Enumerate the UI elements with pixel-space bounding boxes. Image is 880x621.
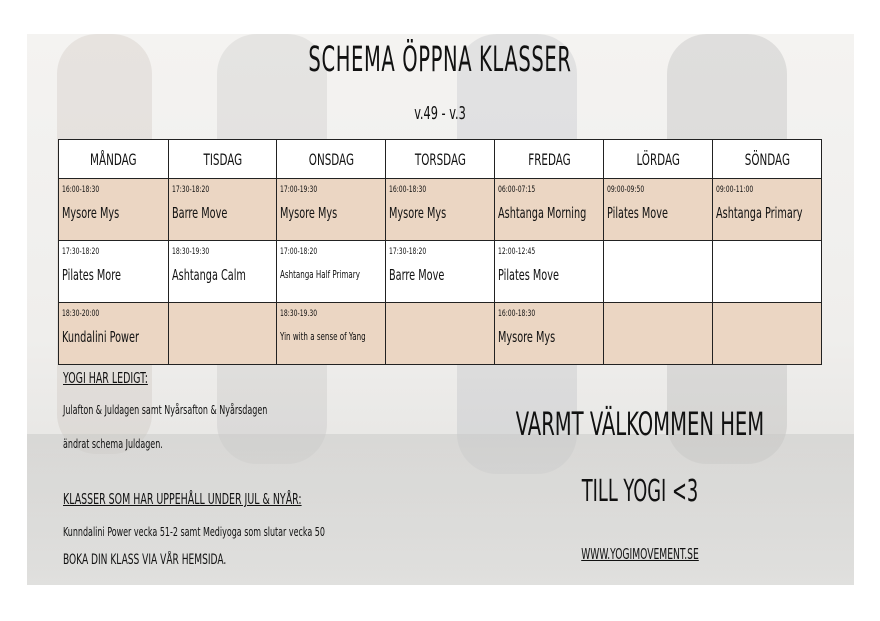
day-header: SÖNDAG	[713, 140, 822, 179]
class-cell	[604, 241, 713, 303]
holiday-text-2: ändrat schema Juldagen.	[63, 437, 163, 451]
page-title: SCHEMA ÖPPNA KLASSER	[308, 40, 572, 80]
class-cell: 17:30-18:20 Pilates More	[59, 241, 169, 303]
class-cell	[386, 303, 495, 365]
schedule-row	[59, 241, 822, 303]
breaks-text: Kunndalini Power vecka 51-2 samt Mediyoga som slutar vecka 50	[63, 525, 325, 539]
class-cell	[713, 241, 822, 303]
class-cell: 16:00-18:30 Mysore Mys	[495, 303, 604, 365]
class-cell: 16:00-18:30 Mysore Mys	[386, 179, 495, 241]
day-header: TORSDAG	[386, 140, 495, 179]
class-cell: 17:30-18:20 Barre Move	[386, 241, 495, 303]
class-cell: 18:30-19:30 Ashtanga Calm	[169, 241, 277, 303]
class-cell	[713, 303, 822, 365]
class-cell	[169, 303, 277, 365]
holiday-heading: YOGI HAR LEDIGT:	[63, 369, 148, 387]
schedule-table	[58, 139, 822, 365]
welcome-line-1: VARMT VÄLKOMMEN HEM	[515, 405, 765, 443]
day-header: LÖRDAG	[604, 140, 713, 179]
class-cell: 16:00-18:30 Mysore Mys	[59, 179, 169, 241]
website-link[interactable]: WWW.YOGIMOVEMENT.SE	[581, 545, 699, 563]
booking-text: BOKA DIN KLASS VIA VÅR HEMSIDA.	[63, 552, 227, 568]
class-cell: 09:00-11:00 Ashtanga Primary	[713, 179, 822, 241]
welcome-line-2: TILL YOGI <3	[581, 474, 699, 509]
class-cell	[604, 303, 713, 365]
schedule-row	[59, 303, 822, 365]
week-range: v.49 - v.3	[414, 103, 466, 124]
holiday-text-1: Julafton & Juldagen samt Nyårsafton & Nyårsdagen	[63, 403, 268, 417]
class-cell: 06:00-07:15 Ashtanga Morning	[495, 179, 604, 241]
breaks-heading: KLASSER SOM HAR UPPEHÅLL UNDER JUL & NYÅR:	[63, 490, 302, 508]
header-row	[59, 140, 822, 179]
class-cell: 17:00-19:30 Mysore Mys	[277, 179, 386, 241]
class-cell: 18:30-20:00 Kundalini Power	[59, 303, 169, 365]
day-header: ONSDAG	[277, 140, 386, 179]
class-cell: 17:30-18:20 Barre Move	[169, 179, 277, 241]
class-cell: 09:00-09:50 Pilates Move	[604, 179, 713, 241]
class-cell: 17:00-18:20 Ashtanga Half Primary	[277, 241, 386, 303]
day-header: FREDAG	[495, 140, 604, 179]
schedule-row	[59, 179, 822, 241]
day-header: MÅNDAG	[59, 140, 169, 179]
class-cell: 18:30-19.30 Yin with a sense of Yang	[277, 303, 386, 365]
day-header: TISDAG	[169, 140, 277, 179]
class-cell: 12:00-12:45 Pilates Move	[495, 241, 604, 303]
